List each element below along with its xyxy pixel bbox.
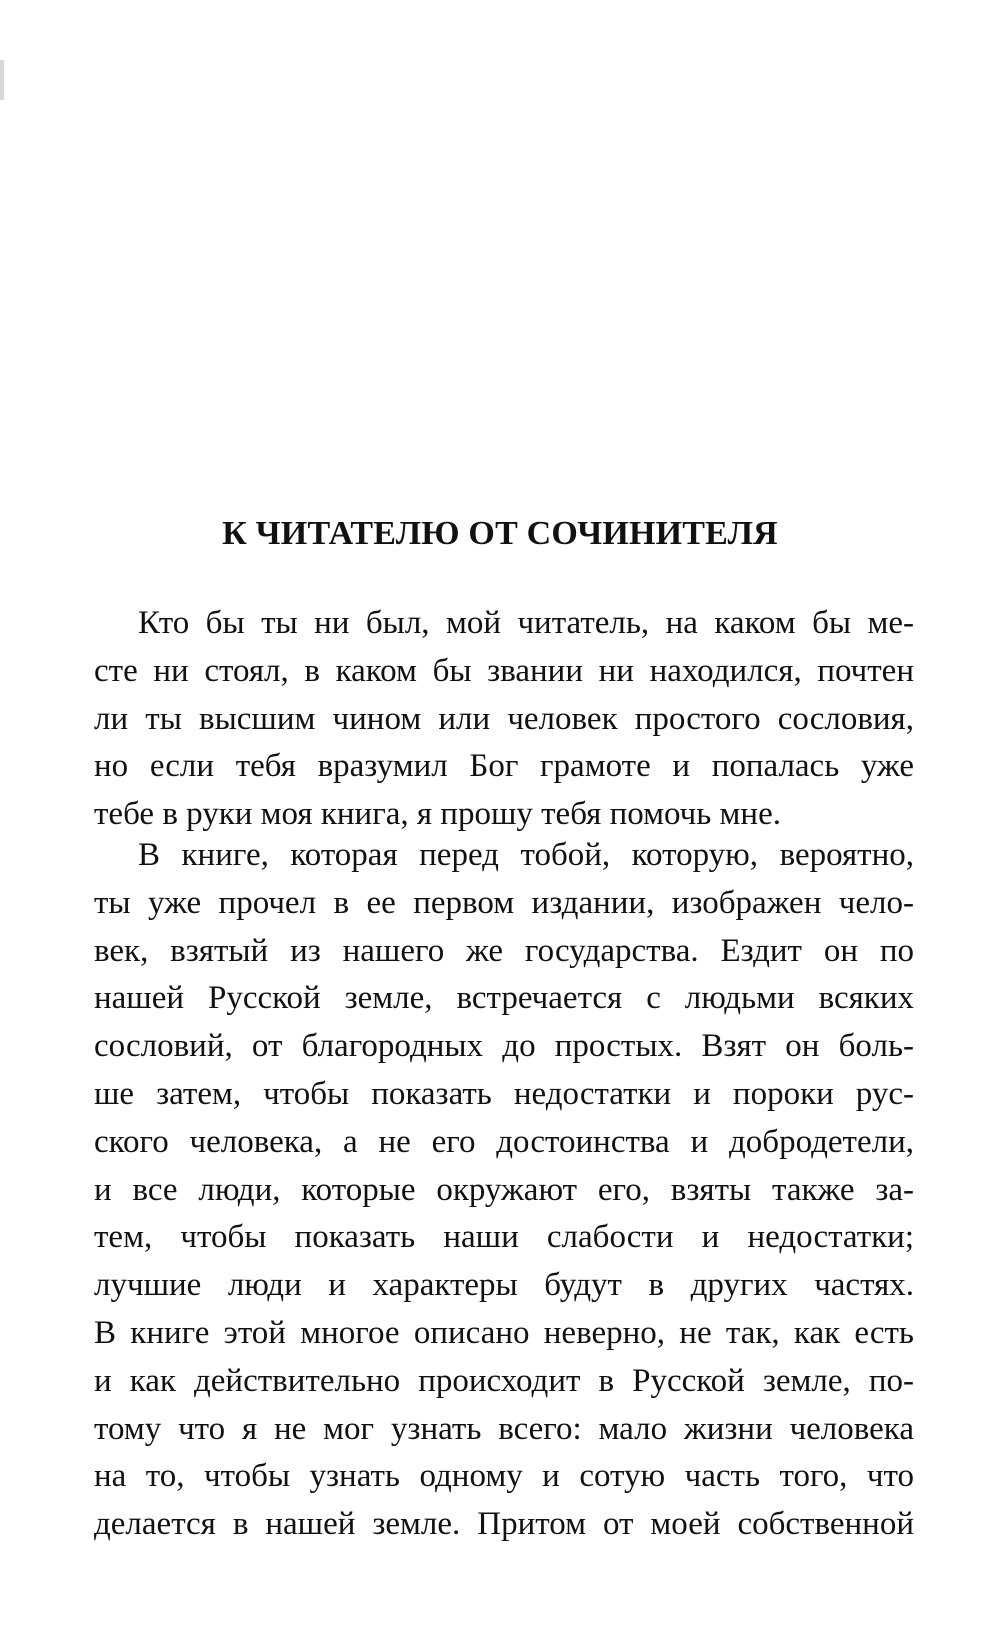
text-line: В книге этой многое описано неверно, не так, как есть xyxy=(94,1314,914,1351)
text-line: тому что я не мог узнать всего: мало жизни человека xyxy=(94,1410,914,1447)
text-line: тем, чтобы показать наши слабости и недостатки; xyxy=(94,1219,914,1256)
text-line: век, взятый из нашего же государства. Ездит он по xyxy=(94,932,914,969)
text-line: Кто бы ты ни был, мой читатель, на каком бы ме- xyxy=(138,605,914,641)
text-line: ты уже прочел в ее первом издании, изображен чело- xyxy=(94,884,914,921)
text-line: сте ни стоял, в каком бы звании ни находился, почтен xyxy=(94,652,914,689)
page-edge-mark xyxy=(0,60,4,100)
paragraph-1 xyxy=(94,600,914,839)
chapter-title: К ЧИТАТЕЛЮ ОТ СОЧИНИТЕЛЯ xyxy=(222,515,778,552)
text-line: тебе в руки моя книга, я прошу тебя помочь мне. xyxy=(94,796,781,833)
text-line: лучшие люди и характеры будут в других частях. xyxy=(94,1267,914,1304)
paragraph-2 xyxy=(94,832,914,1549)
text-line: ского человека, а не его достоинства и добродетели, xyxy=(94,1123,914,1160)
text-line: нашей Русской земле, встречается с людьми всяких xyxy=(94,980,914,1017)
text-line: и все люди, которые окружают его, взяты также за- xyxy=(94,1171,914,1208)
text-line: и как действительно происходит в Русской земле, по- xyxy=(94,1362,914,1399)
text-line: ли ты высшим чином или человек простого сословия, xyxy=(94,700,914,737)
text-line: но если тебя вразумил Бог грамоте и попалась уже xyxy=(94,748,914,785)
text-line: сословий, от благородных до простых. Взят он боль- xyxy=(94,1028,914,1065)
text-line: ше затем, чтобы показать недостатки и пороки рус- xyxy=(94,1075,914,1112)
text-line: В книге, которая перед тобой, которую, вероятно, xyxy=(138,837,914,873)
text-line: на то, чтобы узнать одному и сотую часть того, что xyxy=(94,1458,914,1495)
text-line: делается в нашей земле. Притом от моей собственной xyxy=(94,1506,914,1543)
